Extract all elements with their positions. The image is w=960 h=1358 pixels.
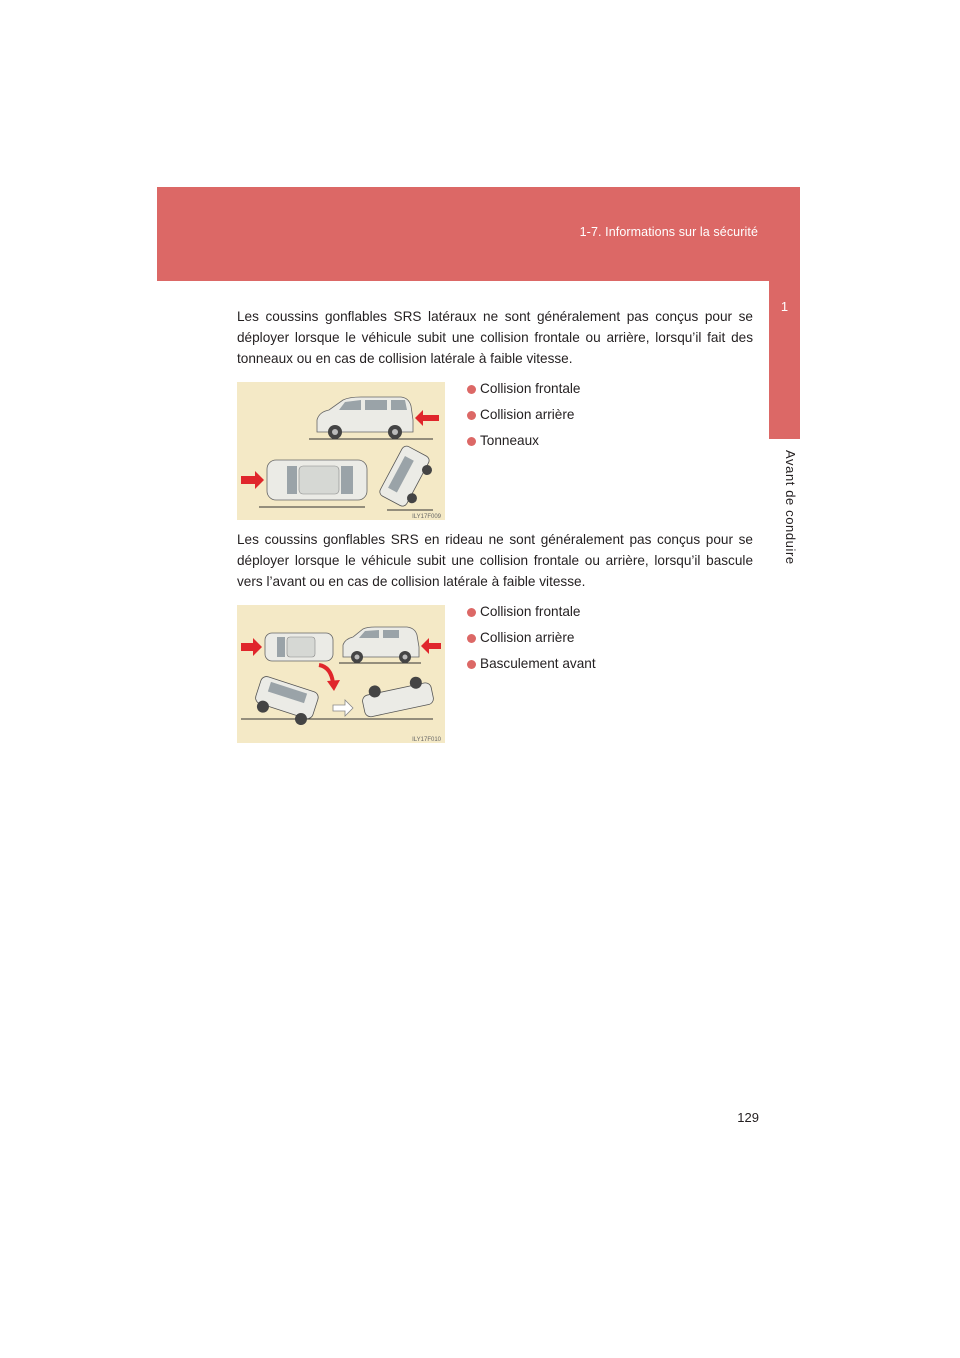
side-airbag-cases <box>467 376 581 454</box>
bullet-icon <box>467 411 476 420</box>
chapter-header <box>157 187 800 281</box>
curtain-airbag-illustration <box>237 605 445 743</box>
list-item: Collision frontale <box>467 599 596 625</box>
figure-code: ILY17F010 <box>412 737 441 743</box>
page-number: 129 <box>737 1110 759 1125</box>
curtain-airbag-paragraph: Les coussins gonflables SRS en rideau ne sont généralement pas conçus pour se déployer lorsque le véhicule subit une collision frontale ou arrière, lorsqu’il bascule vers l’avant ou en cas de collision latérale à faible vitesse. <box>237 532 753 589</box>
list-item: Collision frontale <box>467 376 581 402</box>
bullet-icon <box>467 385 476 394</box>
list-item: Tonneaux <box>467 428 581 454</box>
list-item: Basculement avant <box>467 651 596 677</box>
figure-code: ILY17F009 <box>412 514 441 520</box>
bullet-icon <box>467 660 476 669</box>
chapter-number: 1 <box>780 299 789 314</box>
list-item: Collision arrière <box>467 625 596 651</box>
bullet-icon <box>467 437 476 446</box>
chapter-tab <box>769 281 800 439</box>
side-airbag-illustration <box>237 382 445 520</box>
bullet-icon <box>467 608 476 617</box>
bullet-icon <box>467 634 476 643</box>
chapter-label: Avant de conduire <box>783 450 798 565</box>
side-airbag-paragraph: Les coussins gonflables SRS latéraux ne sont généralement pas conçus pour se déployer lorsque le véhicule subit une collision frontale ou arrière, lorsqu’il fait des tonneaux ou en cas de collision latérale à faible vitesse. <box>237 309 753 366</box>
list-item: Collision arrière <box>467 402 581 428</box>
section-title: 1-7. Informations sur la sécurité <box>579 225 758 239</box>
curtain-airbag-cases <box>467 599 596 677</box>
